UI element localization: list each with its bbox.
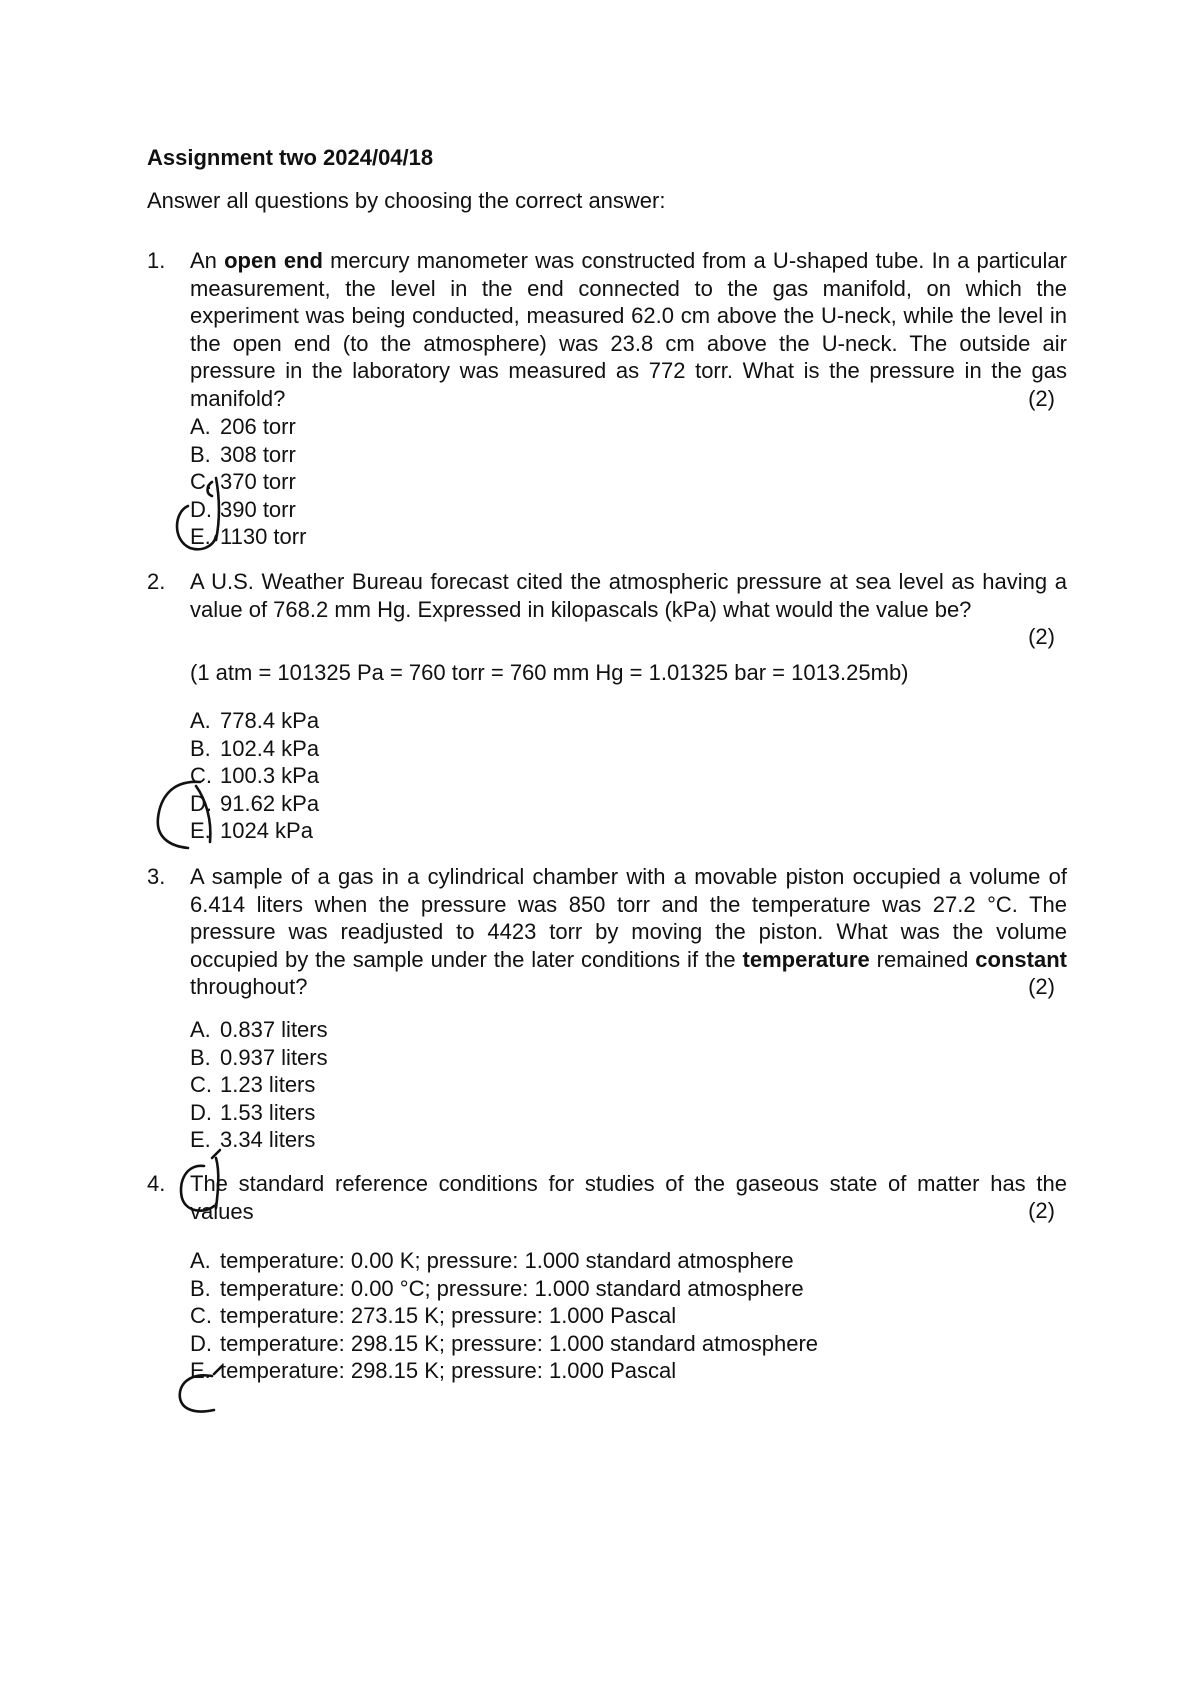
- question-text: A U.S. Weather Bureau forecast cited the atmospheric pressure at sea level as having a value of 768.2 mm Hg. Expressed in kilopascals (kPa) what would the value be?: [190, 569, 1067, 622]
- option-a[interactable]: A. 206 torr: [190, 414, 296, 439]
- option-c[interactable]: C. 370 torr: [190, 469, 296, 495]
- option-a[interactable]: A. temperature: 0.00 K; pressure: 1.000 standard atmosphere: [190, 1248, 794, 1273]
- instructions: Answer all questions by choosing the correct answer:: [147, 188, 666, 213]
- option-b[interactable]: B. temperature: 0.00 °C; pressure: 1.000 standard atmosphere: [190, 1275, 804, 1301]
- question-text: An open end mercury manometer was constructed from a U-shaped tube. In a particular measurement, the level in the end connected to the gas manifold, on which the experiment was being conducted, measured 62.0 cm above the U-neck, while the level in the open end (to the atmosphere) was 23.8 cm above the U-neck. The outside air pressure in the laboratory was measured as 772 torr. What is the pressure in the gas manifold?: [190, 248, 1067, 411]
- question-number: 2.: [147, 569, 166, 594]
- option-d[interactable]: D. 91.62 kPa: [190, 790, 320, 816]
- question-marks: (2): [1028, 624, 1055, 649]
- option-c[interactable]: C. 1.23 liters: [190, 1072, 316, 1098]
- option-e[interactable]: E. 3.34 liters: [190, 1127, 316, 1153]
- question-marks: (2): [1028, 1198, 1055, 1223]
- question-number: 3.: [147, 864, 166, 889]
- option-a[interactable]: A. 778.4 kPa: [190, 708, 320, 733]
- answer-circle-q4: [180, 1366, 222, 1412]
- option-e[interactable]: E. 1130 torr: [190, 524, 307, 550]
- option-a[interactable]: A. 0.837 liters: [190, 1017, 328, 1042]
- answer-circle-q2: [158, 782, 211, 848]
- option-e[interactable]: E. temperature: 298.15 K; pressure: 1.000 Pascal: [190, 1358, 677, 1384]
- conversion-formula: (1 atm = 101325 Pa = 760 torr = 760 mm Hg = 1.01325 bar = 1013.25mb): [190, 660, 909, 685]
- question-number: 4.: [147, 1171, 166, 1196]
- option-b[interactable]: B. 102.4 kPa: [190, 735, 320, 761]
- option-b[interactable]: B. 0.937 liters: [190, 1044, 328, 1070]
- question-text: A sample of a gas in a cylindrical chamber with a movable piston occupied a volume of 6.414 liters when the pressure was 850 torr and the temperature was 27.2 °C. The pressure was readjusted to 4423 torr by moving the piston. What was the volume occupied by the sample under the later conditions if the temperature remained constant throughout?: [190, 864, 1067, 1000]
- option-e[interactable]: E. 1024 kPa: [190, 818, 313, 844]
- question-text: The standard reference conditions for studies of the gaseous state of matter has the values: [190, 1171, 1067, 1224]
- option-c[interactable]: C. temperature: 273.15 K; pressure: 1.000 Pascal: [190, 1303, 677, 1329]
- option-d[interactable]: D. temperature: 298.15 K; pressure: 1.000 standard atmosphere: [190, 1330, 819, 1356]
- answer-circle-q1: [177, 478, 219, 549]
- option-d[interactable]: D. 390 torr: [190, 496, 296, 522]
- option-b[interactable]: B. 308 torr: [190, 441, 296, 467]
- answer-circle-q3: [181, 1150, 220, 1211]
- question-marks: (2): [1028, 974, 1055, 999]
- question-marks: (2): [1028, 386, 1055, 411]
- assignment-title: Assignment two 2024/04/18: [147, 145, 434, 170]
- option-d[interactable]: D. 1.53 liters: [190, 1099, 316, 1125]
- option-c[interactable]: C. 100.3 kPa: [190, 763, 320, 789]
- question-number: 1.: [147, 248, 166, 273]
